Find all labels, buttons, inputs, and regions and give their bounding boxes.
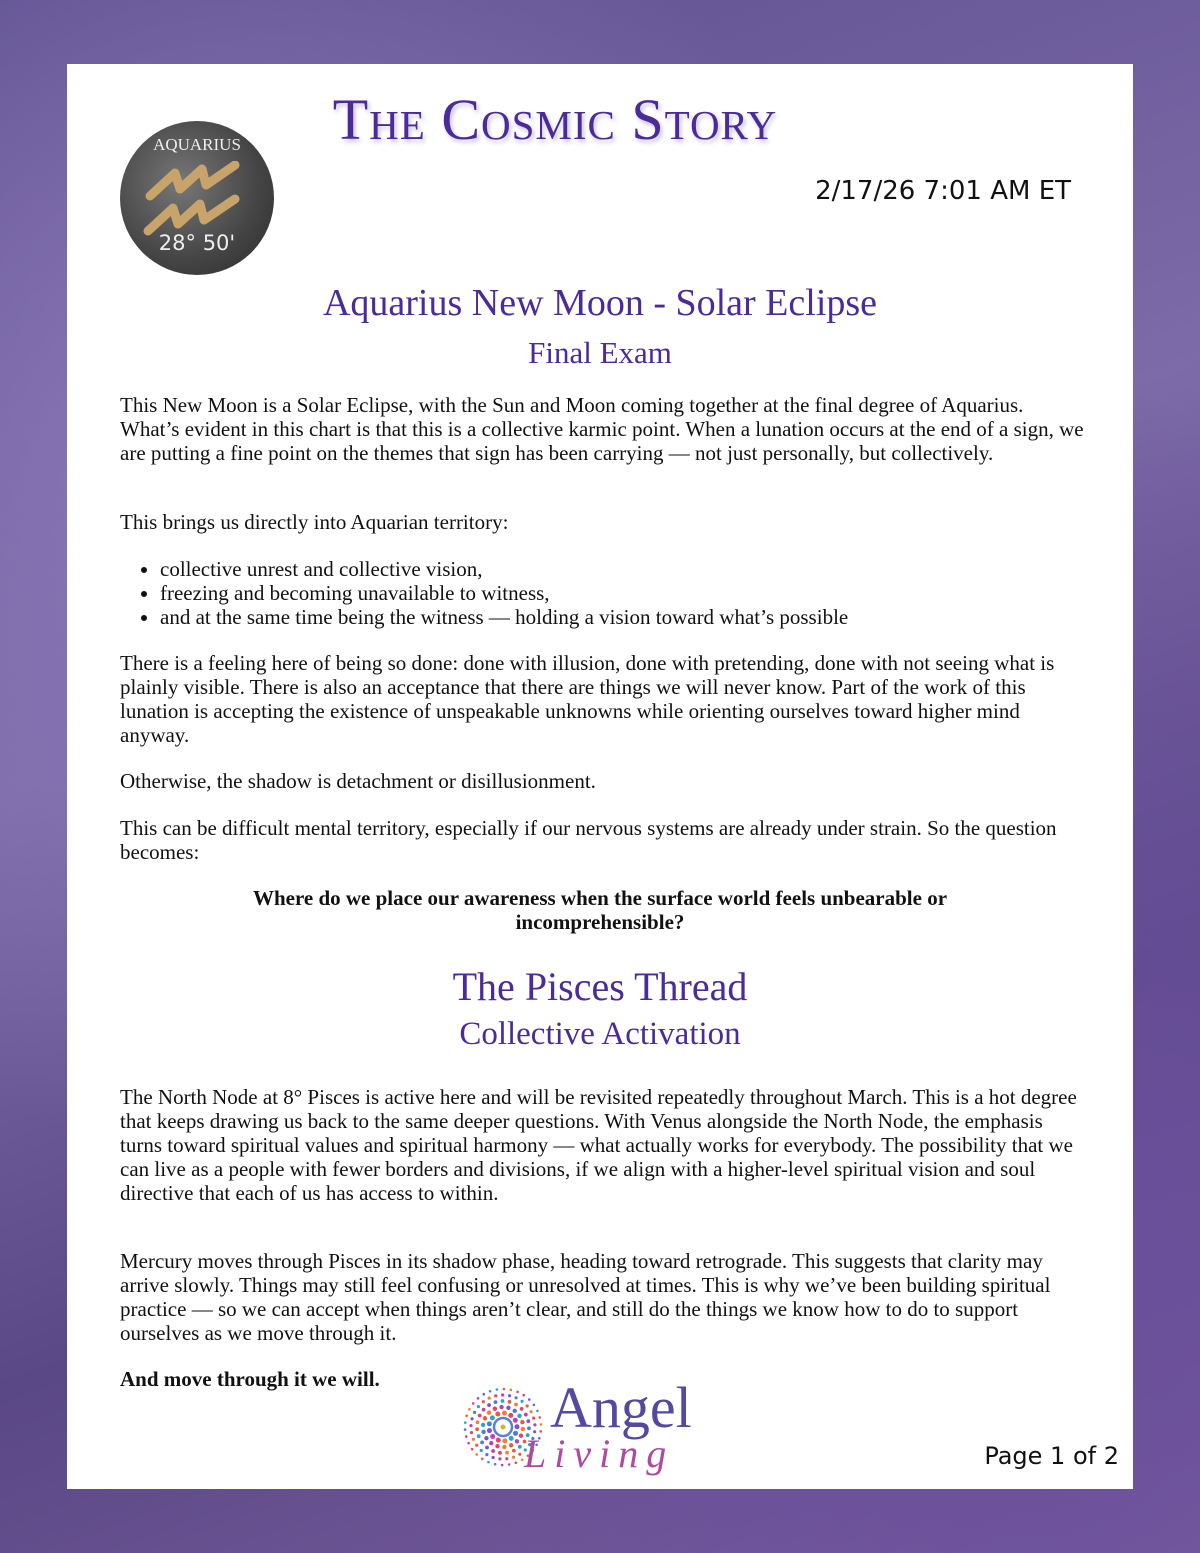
mandala-dot [519,1434,523,1438]
mandala-dot [512,1456,515,1459]
mandala-dot [532,1416,535,1419]
mandala-dot [508,1394,511,1397]
mandala-dot [512,1449,516,1453]
mandala-dot [489,1390,492,1393]
list-item: • collective unrest and collective vision, [160,557,1085,581]
mandala-dot [494,1463,497,1466]
mandala-dot [482,1408,486,1412]
paragraph: This brings us directly into Aquarian territory: [120,510,509,534]
paragraph: The North Node at 8° Pisces is active here and will be revisited repeatedly throughout March. This is a hot degree that keeps drawing us back to the same deeper questions. With Venus alongside the North Node, the emphasis turns toward spiritual values and spiritual harmony — what actually works for everybody. The possibility that we can live as a people with fewer borders and divisions, if we align with a higher-level spiritual vision and soul directive that each of us has access to within. [120,1085,1077,1205]
mandala-dot [477,1405,480,1408]
mandala-dot [540,1423,543,1426]
mandala-dot [465,1414,468,1417]
mandala-dot [464,1421,467,1424]
mandala-dot [487,1421,492,1426]
mandala-dot [483,1416,487,1420]
mandala-dot [526,1404,529,1407]
mandala-dot [488,1397,491,1400]
mandala-dot [526,1419,530,1423]
mandala-dot [502,1438,507,1443]
mandala-dot [515,1461,518,1464]
mandala-dot [502,1411,507,1416]
paragraph: There is a feeling here of being so done: done with illusion, done with pretending, done with not seeing what is plainly visible. There is also an acceptance that there are things we will never know. Part of the work of this lunation is accepting the existence of unspeakable unknowns while orienting ourselves toward higher mind anyway. [120,651,1055,747]
mandala-dot [506,1406,510,1410]
mandala-dot [529,1410,532,1413]
mandala-dot [495,1444,499,1448]
mandala-dot [516,1391,519,1394]
mandala-dot [513,1418,518,1423]
mandala-dot [495,1411,500,1416]
mandala-dot [517,1414,521,1418]
mandala-dot [513,1431,518,1436]
mandala-dot [496,1438,501,1443]
mandala-dot [485,1446,489,1450]
aquarius-badge [120,121,274,275]
mandala-dot [484,1436,488,1440]
mandala-dot [487,1410,491,1414]
paragraph: This can be difficult mental territory, especially if our nervous systems are already under strain. So the question becomes: [120,816,1057,864]
mandala-dot [518,1453,521,1456]
mandala-dot [478,1414,482,1418]
mandala-dot [492,1456,495,1459]
closing-line: And move through it we will. [120,1367,380,1391]
mandala-dot [481,1430,485,1434]
mandala-dot [498,1451,502,1455]
mandala-dot [475,1427,479,1431]
section-heading: The Pisces Thread [452,964,748,1009]
mandala-dot [482,1400,485,1403]
page-number: Page 1 of 2 [984,1442,1119,1470]
mandala-dot [470,1431,473,1434]
badge-sign: AQUARIUS [153,135,241,154]
mandala-dot [473,1411,476,1414]
mandala-dot [509,1443,513,1447]
mandala-dot [494,1394,497,1397]
mandala-dot [493,1407,497,1411]
mandala-dot [475,1444,478,1447]
mandala-dot [528,1398,531,1401]
mandala-dot [489,1441,493,1445]
angel-living-logo [462,1375,742,1477]
mandala-dot [470,1417,473,1420]
mandala-dot [467,1442,470,1445]
section-subheading: Final Exam [528,335,672,370]
mandala-dot [499,1405,503,1409]
mandala-dot [468,1408,471,1411]
mandala-dot [501,1399,505,1403]
section-heading: Aquarius New Moon - Solar Eclipse [322,282,878,324]
document-page [67,64,1133,1489]
mandala-dot [514,1403,518,1407]
mandala-dot [480,1449,483,1452]
mandala-dot [471,1448,474,1451]
mandala-dot [487,1428,492,1433]
mandala-dot [515,1439,519,1443]
mandala-dot [520,1420,524,1424]
mandala-dot [476,1420,480,1424]
logo-text-living: Living [524,1431,675,1476]
mandala-dot [536,1410,539,1413]
mandala-dot [498,1457,501,1460]
mandala-dot [481,1458,484,1461]
mandala-dot [475,1453,478,1456]
mandala-dot [533,1423,536,1426]
mandala-dot [514,1424,519,1429]
mandala-dot [510,1389,513,1392]
mandala-dot [514,1396,517,1399]
mandala-dot [518,1445,522,1449]
paragraph: Mercury moves through Pisces in its shadow phase, heading toward retrograde. This suggests that clarity may arrive slowly. Things may still feel confusing or unresolved at times. This is why we’ve been building spiritual practice — so we can accept when things aren’t clear, and still do the things we know how to do to support ourselves as we move through it. [120,1249,1051,1345]
mandala-dot [480,1441,484,1445]
list-item: • freezing and becoming unavailable to witness, [160,581,1085,605]
mandala-dot [490,1415,495,1420]
mandala-dot [508,1400,512,1404]
badge-degree: 28° 50' [158,231,236,255]
mandala-dot [501,1393,504,1396]
bullet-list [120,557,1085,629]
mandala-dot [490,1434,495,1439]
mandala-dot [520,1400,523,1403]
mandala-dot [520,1407,524,1411]
mandala-dot [487,1403,491,1407]
mandala-dot [533,1404,536,1407]
mandala-dot [477,1434,481,1438]
mandala-dot [513,1409,517,1413]
mandala-dot [477,1397,480,1400]
mandala-dot [472,1402,475,1405]
logo-text-angel: Angel [550,1375,692,1440]
mandala-dot [494,1400,498,1404]
mandala-dot [469,1424,472,1427]
mandala-dot [502,1445,506,1449]
mandala-dot [522,1394,525,1397]
mandala-dot [485,1453,488,1456]
mandala-dot [472,1438,475,1441]
list-item: • and at the same time being the witness — holding a vision toward what’s possible [160,605,1085,629]
mandala-dot [503,1388,506,1391]
page-title: The Cosmic Story [332,87,778,152]
mandala-dot [508,1413,513,1418]
mandala-dot [487,1461,490,1464]
mandala-dot [538,1416,541,1419]
key-question: Where do we place our awareness when the surface world feels unbearable or incomprehensible? [252,886,948,934]
mandala-dot [465,1435,468,1438]
date-stamp: 2/17/26 7:01 AM ET [815,176,1071,206]
paragraph: This New Moon is a Solar Eclipse, with the Sun and Moon coming together at the final degree of Aquarius. What’s evident in this chart is that this is a collective karmic point. When a lunation occurs at the end of a sign, we are putting a fine point on the themes that sign has been carrying — not just personally, but collectively. [120,393,1084,465]
mandala-dot [509,1436,514,1441]
mandala-dot [501,1464,504,1467]
mandala-dot [481,1423,485,1427]
mandala-dot [508,1463,511,1466]
mandala-dot [482,1393,485,1396]
aquarius-glyph-icon [140,161,250,236]
section-subheading: Collective Activation [459,1016,741,1052]
mandala-dot [464,1428,467,1431]
mandala-dot [505,1457,508,1460]
paragraph: Otherwise, the shadow is detachment or disillusionment. [120,769,596,793]
mandala-dot [505,1451,509,1455]
mandala-dot [524,1413,528,1417]
mandala-dot [496,1388,499,1391]
mandala-dot [491,1449,495,1453]
